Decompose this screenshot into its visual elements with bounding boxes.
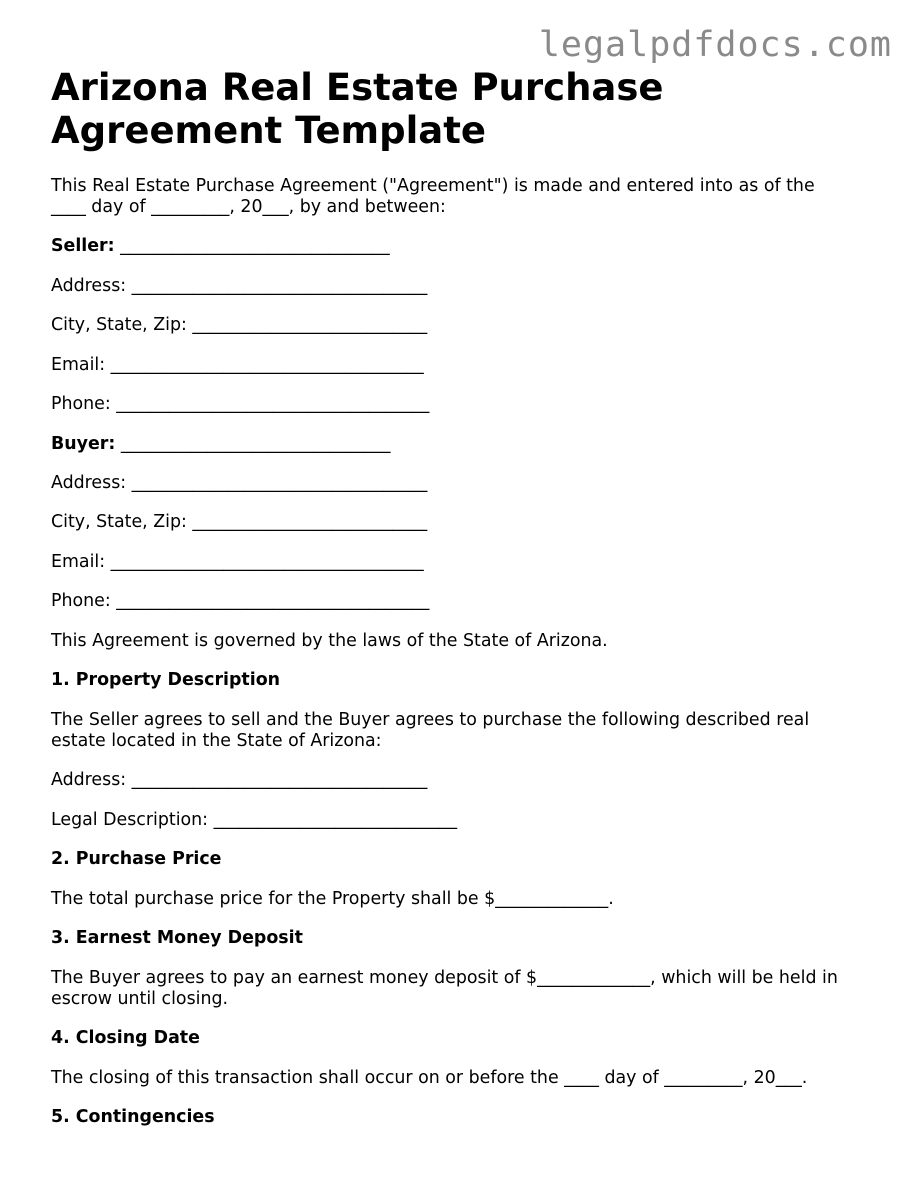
intro-paragraph: This Real Estate Purchase Agreement ("Agreement") is made and entered into as of the ____ day of _________, 20___, by and between: (51, 176, 821, 217)
section-2-heading: 2. Purchase Price (51, 849, 222, 869)
section-4-body: The closing of this transaction shall occur on or before the ____ day of _________, 20___. (51, 1068, 808, 1088)
property-address: Address: __________________________________ (51, 770, 428, 790)
seller-city-state-zip: City, State, Zip: ___________________________ (51, 315, 428, 335)
buyer-address: Address: __________________________________ (51, 473, 428, 493)
seller-name-blank: _______________________________ (114, 236, 390, 256)
seller-label: Seller: (51, 236, 115, 256)
seller-phone: Phone: ____________________________________ (51, 394, 430, 414)
section-4-heading: 4. Closing Date (51, 1028, 200, 1048)
document-title: Arizona Real Estate Purchase Agreement Template (51, 66, 664, 152)
buyer-phone: Phone: ____________________________________ (51, 591, 430, 611)
section-5-heading: 5. Contingencies (51, 1107, 215, 1127)
seller-line (51, 236, 871, 257)
section-3-heading: 3. Earnest Money Deposit (51, 928, 303, 948)
buyer-email: Email: ____________________________________ (51, 552, 424, 572)
seller-email: Email: ____________________________________ (51, 355, 424, 375)
watermark: legalpdfdocs.com (538, 25, 892, 65)
section-2-body: The total purchase price for the Property shall be $_____________. (51, 889, 614, 909)
seller-address: Address: __________________________________ (51, 276, 428, 296)
section-1-heading: 1. Property Description (51, 670, 281, 690)
buyer-label: Buyer: (51, 434, 116, 454)
buyer-line (51, 434, 871, 455)
legal-description: Legal Description: ____________________________ (51, 810, 458, 830)
section-1-body: The Seller agrees to sell and the Buyer agrees to purchase the following described real estate located in the State of Arizona: (51, 710, 815, 751)
buyer-city-state-zip: City, State, Zip: ___________________________ (51, 512, 428, 532)
buyer-name-blank: _______________________________ (115, 434, 391, 454)
section-3-body: The Buyer agrees to pay an earnest money deposit of $_____________, which will be held in escrow until closing. (51, 968, 844, 1009)
governing-law: This Agreement is governed by the laws of the State of Arizona. (51, 631, 608, 651)
